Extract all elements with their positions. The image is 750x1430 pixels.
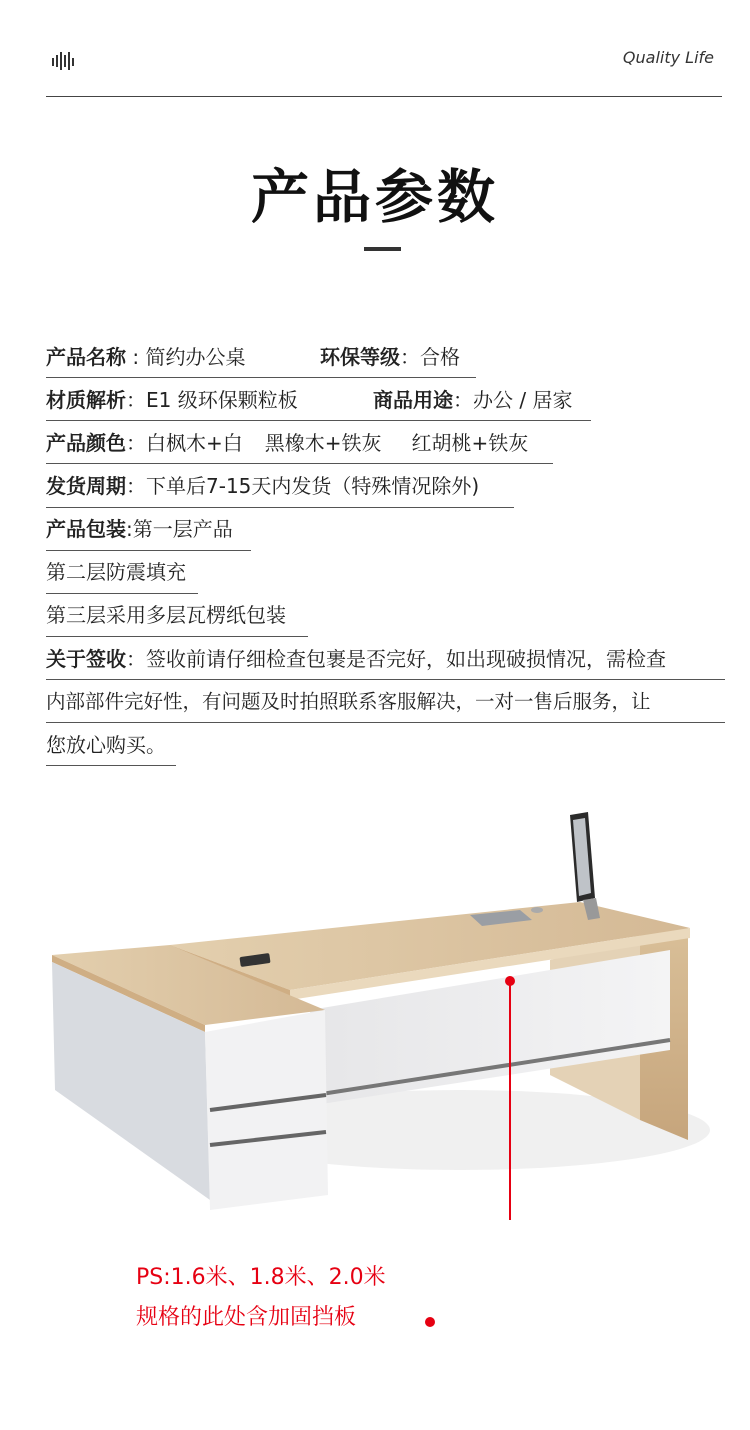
spec-product-name: 产品名称 : 简约办公桌 bbox=[46, 345, 246, 369]
spec-material: 材质解析：E1 级环保颗粒板 bbox=[46, 388, 298, 412]
underline bbox=[46, 593, 198, 594]
underline bbox=[46, 679, 725, 680]
spec-eco-grade: 环保等级：合格 bbox=[320, 345, 460, 369]
spec-usage: 商品用途：办公 / 居家 bbox=[373, 388, 573, 412]
header-divider bbox=[46, 96, 722, 97]
title-accent-bar bbox=[364, 247, 401, 251]
page-title: 产品参数 bbox=[250, 163, 499, 231]
spec-color: 产品颜色：白枫木+白 黑橡木+铁灰 红胡桃+铁灰 bbox=[46, 431, 529, 455]
underline bbox=[46, 463, 553, 464]
underline bbox=[46, 420, 591, 421]
annotation-line1: PS:1.6米、1.8米、2.0米 bbox=[136, 1265, 386, 1290]
spec-receipt: 关于签收：签收前请仔细检查包裹是否完好，如出现破损情况，需检查 bbox=[46, 647, 666, 671]
spec-shipping: 发货周期：下单后7-15天内发货（特殊情况除外) bbox=[46, 474, 480, 498]
spec-receipt-line2: 内部部件完好性，有问题及时拍照联系客服解决，一对一售后服务，让 bbox=[46, 690, 651, 713]
underline bbox=[46, 765, 176, 766]
underline bbox=[46, 722, 725, 723]
underline bbox=[46, 636, 308, 637]
spec-packaging-line3: 第三层采用多层瓦楞纸包装 bbox=[46, 603, 286, 627]
underline bbox=[46, 377, 476, 378]
annotation-dot-icon bbox=[420, 1310, 440, 1330]
underline bbox=[46, 507, 514, 508]
office-desk-image bbox=[40, 800, 720, 1220]
tagline: Quality Life bbox=[622, 48, 714, 67]
barcode-logo-icon bbox=[52, 52, 78, 70]
spec-packaging-line2: 第二层防震填充 bbox=[46, 560, 186, 584]
spec-receipt-line3: 您放心购买。 bbox=[46, 733, 166, 757]
annotation-line2: 规格的此处含加固挡板 bbox=[136, 1305, 357, 1330]
spec-packaging: 产品包装:第一层产品 bbox=[46, 517, 233, 541]
underline bbox=[46, 550, 251, 551]
